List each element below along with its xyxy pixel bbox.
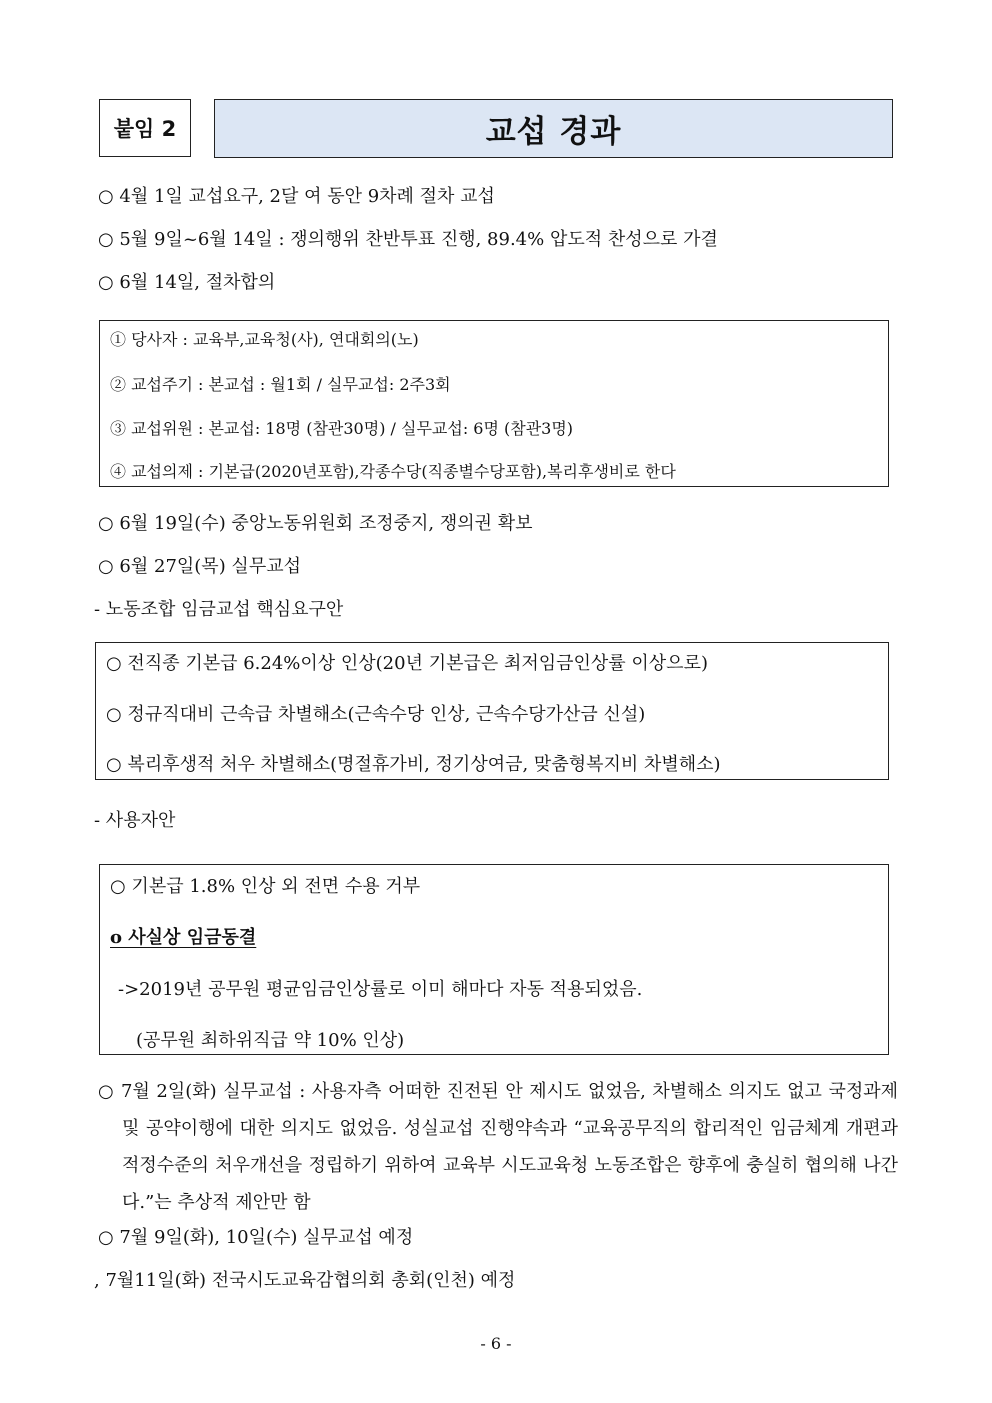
page-number: - 6 - xyxy=(480,1334,512,1353)
employer-note-2019: ->2019년 공무원 평균임금인상률로 이미 해마다 자동 적용되었음. xyxy=(118,979,643,1000)
bullet-jun19: ○ 6월 19일(수) 중앙노동위원회 조정중지, 쟁의권 확보 xyxy=(98,513,533,534)
union-demand-box xyxy=(95,642,889,780)
procedure-cycle: ② 교섭주기 : 본교섭 : 월1회 / 실무교섭: 2주3회 xyxy=(110,375,451,394)
union-demand-welfare: ○ 복리후생적 처우 차별해소(명절휴가비, 정기상여금, 맞춤형복지비 차별해소) xyxy=(106,754,721,775)
page-title: 교섭 경과 xyxy=(214,99,893,158)
employer-note-civil-servant: (공무원 최하위직급 약 10% 인상) xyxy=(136,1030,405,1051)
bullet-jul11: , 7월11일(화) 전국시도교육감협의회 총회(인천) 예정 xyxy=(94,1270,516,1291)
employer-base-pay: ○ 기본급 1.8% 인상 외 전면 수용 거부 xyxy=(110,876,421,897)
union-demand-label: - 노동조합 임금교섭 핵심요구안 xyxy=(94,599,344,620)
union-demand-seniority: ○ 정규직대비 근속급 차별해소(근속수당 인상, 근속수당가산금 신설) xyxy=(106,704,646,725)
employer-wage-freeze: o 사실상 임금동결 xyxy=(110,927,257,948)
july2-text: ○ 7월 2일(화) 실무교섭 : 사용자측 어떠한 진전된 안 제시도 없었음, 차별해소 의지도 없고 국정과제 및 공약이행에 대한 의지도 없었음. 성실교섭 진행약속과 “교육공무직의 합리적인 임금체계 개편과 적정수준의 처우개선을 정립하기 위하여 교육부 시도교육청 노동조합은 향후에 충실히 협의해 나간다.”는 추상적 제안만 함 xyxy=(98,1081,898,1213)
union-demand-base-pay: ○ 전직종 기본급 6.24%이상 인상(20년 기본급은 최저임금인상률 이상으로) xyxy=(106,653,708,674)
bullet-vote: ○ 5월 9일~6월 14일 : 쟁의행위 찬반투표 진행, 89.4% 압도적 찬성으로 가결 xyxy=(98,229,718,250)
procedure-agreement-box xyxy=(99,320,889,487)
bullet-jul9: ○ 7월 9일(화), 10일(수) 실무교섭 예정 xyxy=(98,1227,414,1248)
procedure-agenda: ④ 교섭의제 : 기본급(2020년포함),각종수당(직종별수당포함),복리후생비로 한다 xyxy=(110,462,676,481)
employer-proposal-label: - 사용자안 xyxy=(94,810,176,831)
bullet-jun14: ○ 6월 14일, 절차합의 xyxy=(98,272,276,293)
procedure-parties: ① 당사자 : 교육부,교육청(사), 연대회의(노) xyxy=(110,330,419,349)
bullet-apr1: ○ 4월 1일 교섭요구, 2달 여 동안 9차례 절차 교섭 xyxy=(98,186,495,207)
bullet-jun27: ○ 6월 27일(목) 실무교섭 xyxy=(98,556,301,577)
july2-paragraph xyxy=(98,1073,898,1221)
employer-proposal-box xyxy=(99,864,889,1055)
attachment-tag: 붙임 2 xyxy=(99,99,191,157)
procedure-members: ③ 교섭위원 : 본교섭: 18명 (참관30명) / 실무교섭: 6명 (참관3명) xyxy=(110,419,574,438)
